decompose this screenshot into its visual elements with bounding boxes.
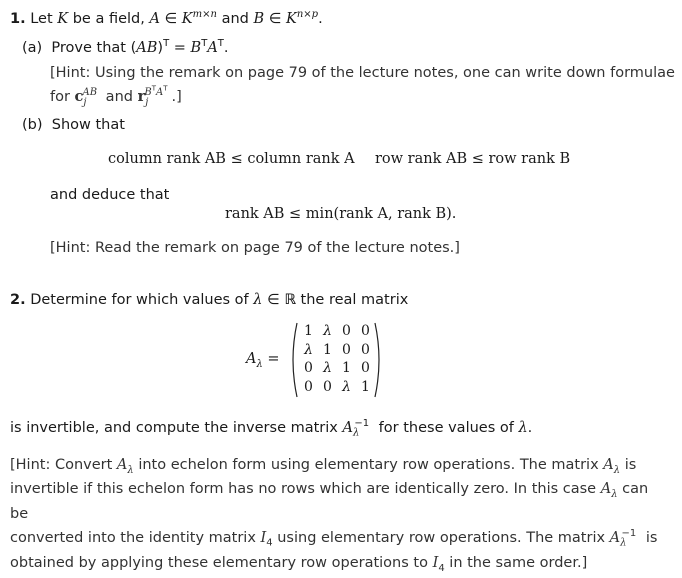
- problem2-statement: 2. Determine for which values of λ ∈ ℝ the real matrix: [10, 292, 409, 308]
- deduce-text: and deduce that: [50, 187, 170, 203]
- hint-line: invertible if this echelon form has no rows which are identically zero. In this case $A_\lambda$ can be: [10, 481, 649, 522]
- hint-line: converted into the identity matrix $I_4$ using elementary row operations. The matrix $A_\lambda^{-1}$ is: [10, 528, 658, 549]
- problem2-hint: [10, 456, 670, 578]
- matrix-entry: λ: [342, 378, 351, 395]
- matrix-grid: [299, 323, 375, 397]
- column-rank-inequality: column rank AB ≤ column rank A: [108, 151, 355, 167]
- hint-line: obtained by applying these elementary row operations to $I_4$ in the same order.]: [10, 554, 588, 574]
- part-a-hint-line2: for $c_j^{AB}$ and $r_j^{B^TA^T}$.]: [50, 85, 182, 109]
- part-b-label: (b): [22, 117, 43, 133]
- matrix-a-lambda: [289, 322, 381, 398]
- left-paren: [289, 322, 299, 398]
- hint-line: [Hint: Convert $A_\lambda$ into echelon form using elementary row operations. The matrix $A_\lambda$ is: [10, 457, 637, 476]
- invertible-text: is invertible, and compute the inverse matrix $A_\lambda^{-1}$ for these values of λ.: [10, 418, 533, 439]
- row-rank-inequality: row rank AB ≤ row rank B: [375, 151, 571, 167]
- matrix-entry: 1: [342, 360, 351, 376]
- matrix-label: $A_\lambda$ =: [246, 351, 280, 370]
- matrix-entry: 1: [323, 341, 332, 358]
- matrix-entry: λ: [323, 323, 332, 339]
- part-a-label: (a): [22, 39, 43, 56]
- part-b-hint: [Hint: Read the remark on page 79 of the lecture notes.]: [50, 240, 460, 256]
- matrix-entry: λ: [323, 360, 332, 376]
- part-b-statement: Show that: [51, 117, 125, 133]
- matrix-entry: 0: [342, 341, 351, 358]
- matrix-entry: 0: [361, 360, 370, 376]
- problem2-number: 2.: [10, 292, 26, 308]
- right-paren: [373, 322, 383, 398]
- matrix-entry: λ: [304, 341, 313, 358]
- matrix-entry: 1: [361, 378, 370, 395]
- part-b: [22, 117, 125, 133]
- matrix-entry: 0: [361, 323, 370, 339]
- matrix-entry: 1: [304, 323, 313, 339]
- matrix-entry: 0: [323, 378, 332, 395]
- matrix-entry: 0: [304, 378, 313, 395]
- rank-min-result: rank AB ≤ min(rank A, rank B).: [225, 206, 457, 222]
- matrix-entry: 0: [361, 341, 370, 358]
- problem1-number: 1.: [10, 10, 26, 27]
- part-a-hint-line1: [Hint: Using the remark on page 79 of the lecture notes, one can write down formulae: [50, 65, 675, 81]
- matrix-entry: 0: [304, 360, 313, 376]
- matrix-entry: 0: [342, 323, 351, 339]
- problem1-intro: 1. Let K be a field, A ∈ $K^{m\times n}$ and B ∈ $K^{n\times p}$.: [10, 9, 323, 27]
- part-a: (a) Prove that $(AB)^T = B^TA^T$.: [22, 38, 229, 56]
